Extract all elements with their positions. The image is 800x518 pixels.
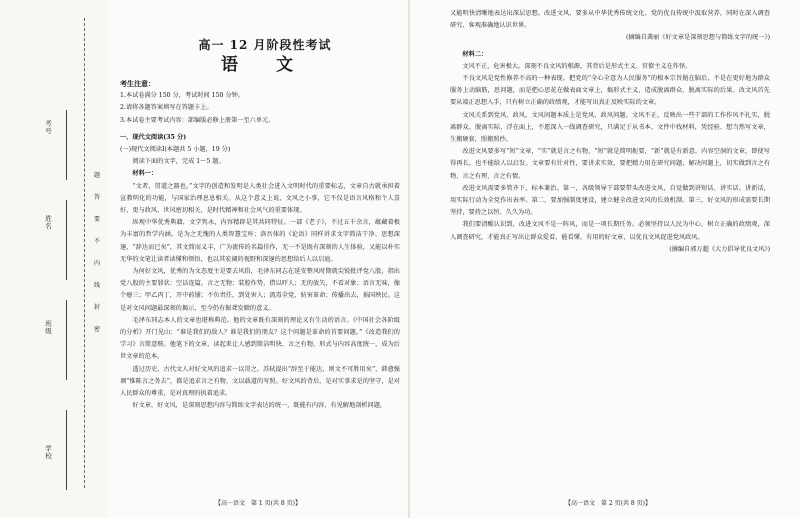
binding-margin: [0, 0, 108, 518]
subject-title: 语 文: [221, 55, 309, 75]
school-line: [66, 410, 67, 490]
paragraph: “文者，贯道之器也。”文字的创造和发明是人类社会进入文明时代的重要标志，文章自古就承担着宣教明化的功能，与国家治理息息相关。从这个意义上说，文风之小事，它不仅是语言风格和个人喜好，更与政风、世风密切相关，是时代精神和社会风气的重要体现。: [120, 182, 400, 215]
name-line: [66, 200, 67, 280]
material-two-label: 材料二：: [462, 50, 488, 58]
notice-heading: 考生注意：: [120, 79, 155, 88]
seal-hint-char: 内: [94, 260, 101, 267]
paragraph-continued: 又能明快清晰地表达出深层思想。改进文风，要多从中华优秀传统文化、党的优良传统中汲取营养，同时在深入调查研究、客观准确地认识世界。: [450, 10, 770, 30]
school-label: 学校: [44, 445, 52, 460]
exam-title: 高一 12 月阶段性考试: [198, 38, 332, 52]
exam-number-line: [66, 110, 67, 180]
notice-item: 3.本试卷主要考试内容：部编版必修上册第一至六单元。: [120, 116, 275, 124]
class-line: [66, 300, 67, 380]
paragraph: 改进文风要多写“短”文章，“实”就是言之有物，“短”就是简明扼要，“新”就是有新意。内容空洞的文章，即使写得再长，也不能给人以启发。文章要有针对性，要讲求实效，要把精力用在研究问题、解决问题上，切实做到言之有物、言之有理、言之有情。: [450, 148, 770, 180]
section-heading: 一、现代文阅读(35 分): [120, 133, 187, 141]
notice-item: 2.请将各题答案填写在答题卡上。: [120, 104, 213, 112]
page-fold: [408, 0, 410, 518]
paragraph: 文风不正，危害极大。深刻不良文风的根源，其背后是形式主义、官僚主义在作怪。: [462, 62, 692, 70]
paragraph: 为何好文风，优秀的为文态度主是要去风俗，毛泽东同志在延安整风时期就尖锐批评党八股，指出党八股的主要罪状：空话连篇，言之无物；装腔作势，借以吓人；无的放矢，不看对象；语言无味，像个瘪三；甲乙丙丁，开中药铺；不负责任，到处害人；流毒全党，妨害革命；传播出去，祸国殃民。这是对文风问题最深刻的揭示，至今仍有振聋发聩的意义。: [120, 268, 400, 312]
instruction: 阅读下面的文字，完成 1～5 题。: [132, 158, 225, 166]
seal-hint-char: 不: [94, 238, 101, 245]
seal-hint-char: 密: [94, 326, 101, 333]
source-two: (摘编自郭万超《大力倡导优良文风》): [669, 245, 770, 253]
subsection-heading: (一)现代文阅读Ⅰ(本题共 5 小题，19 分): [120, 146, 231, 154]
left-column: [120, 78, 400, 490]
paragraph: 改进文风需要多管齐下，标本兼治。第一，各级领导干部要带头改进文风，自觉做到讲短话、讲实话、讲新话，用实际行动为全党作出表率。第二，要加强制度建设，建立健全改进文风的长效机制。第三，好文风的形成需要长期坚持，要持之以恒、久久为功。: [450, 184, 770, 217]
seal-hint-char: 线: [94, 282, 101, 289]
paragraph: 好文章，好文风，是深刻思想内容与简练文字表达的统一，既能有内容，有见解地剖析问题，: [132, 402, 387, 410]
paragraph: 我们要清醒认识到，改进文风不是一阵风，而是一项长期任务。必须坚持以人民为中心，树立正确的政绩观，深入调查研究，才能真正写出让群众爱看、能看懂、有用的好文章，以优良文风促进党风政风。: [450, 221, 770, 241]
name-label: 姓名: [44, 215, 52, 230]
paragraph: 文风关系到党风、政风。文风问题本质上是党风、政风问题。文风不正，反映出一些干部的工作作风不扎实，脱离群众、脱离实际，浮在面上，不愿深入一线调查研究，只满足于从书本、文件中找材料，凭经验、想当然写文章，生搬硬套，照搬照抄。: [450, 111, 770, 144]
material-one-label: 材料一：: [132, 170, 158, 178]
seal-hint-char: 封: [94, 304, 101, 311]
right-column: [450, 8, 770, 490]
seal-hint-char: 答: [94, 194, 101, 201]
paragraph: 不良文风是党性修养不高的一种表现。把党的“全心全意为人民服务”的根本宗旨抛在脑后，不是在更好地为群众服务上动脑筋，思问题，而是把心思花在做表面文章上，搞形式主义，造成脱离群众、脱离实际的后果。改文风首先要从端正思想入手，只有树立正确的政绩观，才能写出真正反映实际的文章。: [450, 75, 770, 107]
exam-number-label: 考号: [44, 120, 52, 135]
seal-hint-char: 题: [94, 172, 101, 179]
notice-item: 1.本试卷满分 150 分，考试时间 150 分钟。: [120, 92, 245, 100]
source-one: (摘编自龚丽《好文章是深刻思想与简练文字的统一》): [625, 34, 770, 42]
page-footer-left: 【高一语文 第 1 页(共 8 页)】: [215, 500, 301, 507]
seal-hint-char: 要: [94, 216, 101, 223]
seal-line: [84, 18, 85, 488]
class-label: 班级: [44, 320, 52, 335]
paragraph: 毛泽东同志本人的文章也堪称典范。他的文章既有深刻的理论又有生动的语言。《中国社会各阶级的分析》开门见山：“谁是我们的敌人？谁是我们的朋友？这个问题是革命的首要问题。”《改造我们的学习》言简意赅。他笔下的文章，读起来让人感到简洁明快、言之有物，形式与内容高度统一，成为后世文章的范本。: [120, 316, 400, 361]
paragraph: 透过历史，古代文人对好文风的追求一以贯之。苏轼提出“辞至于能达，则文不可胜用矣”，韩愈强调“惟陈言之务去”，都是追求言之有物、文以载道的写照。好文风的背后，是对实事求是的坚守，是对人民群众的尊重，是对真理的执着追求。: [120, 365, 400, 398]
page-footer-right: 【高一语文 第 2 页(共 8 页)】: [565, 500, 651, 507]
paragraph: 纵观中华优秀典籍，文学隽永，内容精辟是其共同特征。一部《老子》，不过五千余言，蕴藏着极为丰富的哲学内涵，是为之无愧的人类智慧宝库；洛吾体的《论语》同样讲求文字简洁干净、思想深邃，“辞达而已矣”，其文简而义丰，广为流传的名篇佳作，无一不是既有深刻的人生体验，又能以朴实无华的文笔让读者读懂和领悟，也以其宏阔的视野和深邃的思想给后人以启迪。: [120, 219, 400, 263]
